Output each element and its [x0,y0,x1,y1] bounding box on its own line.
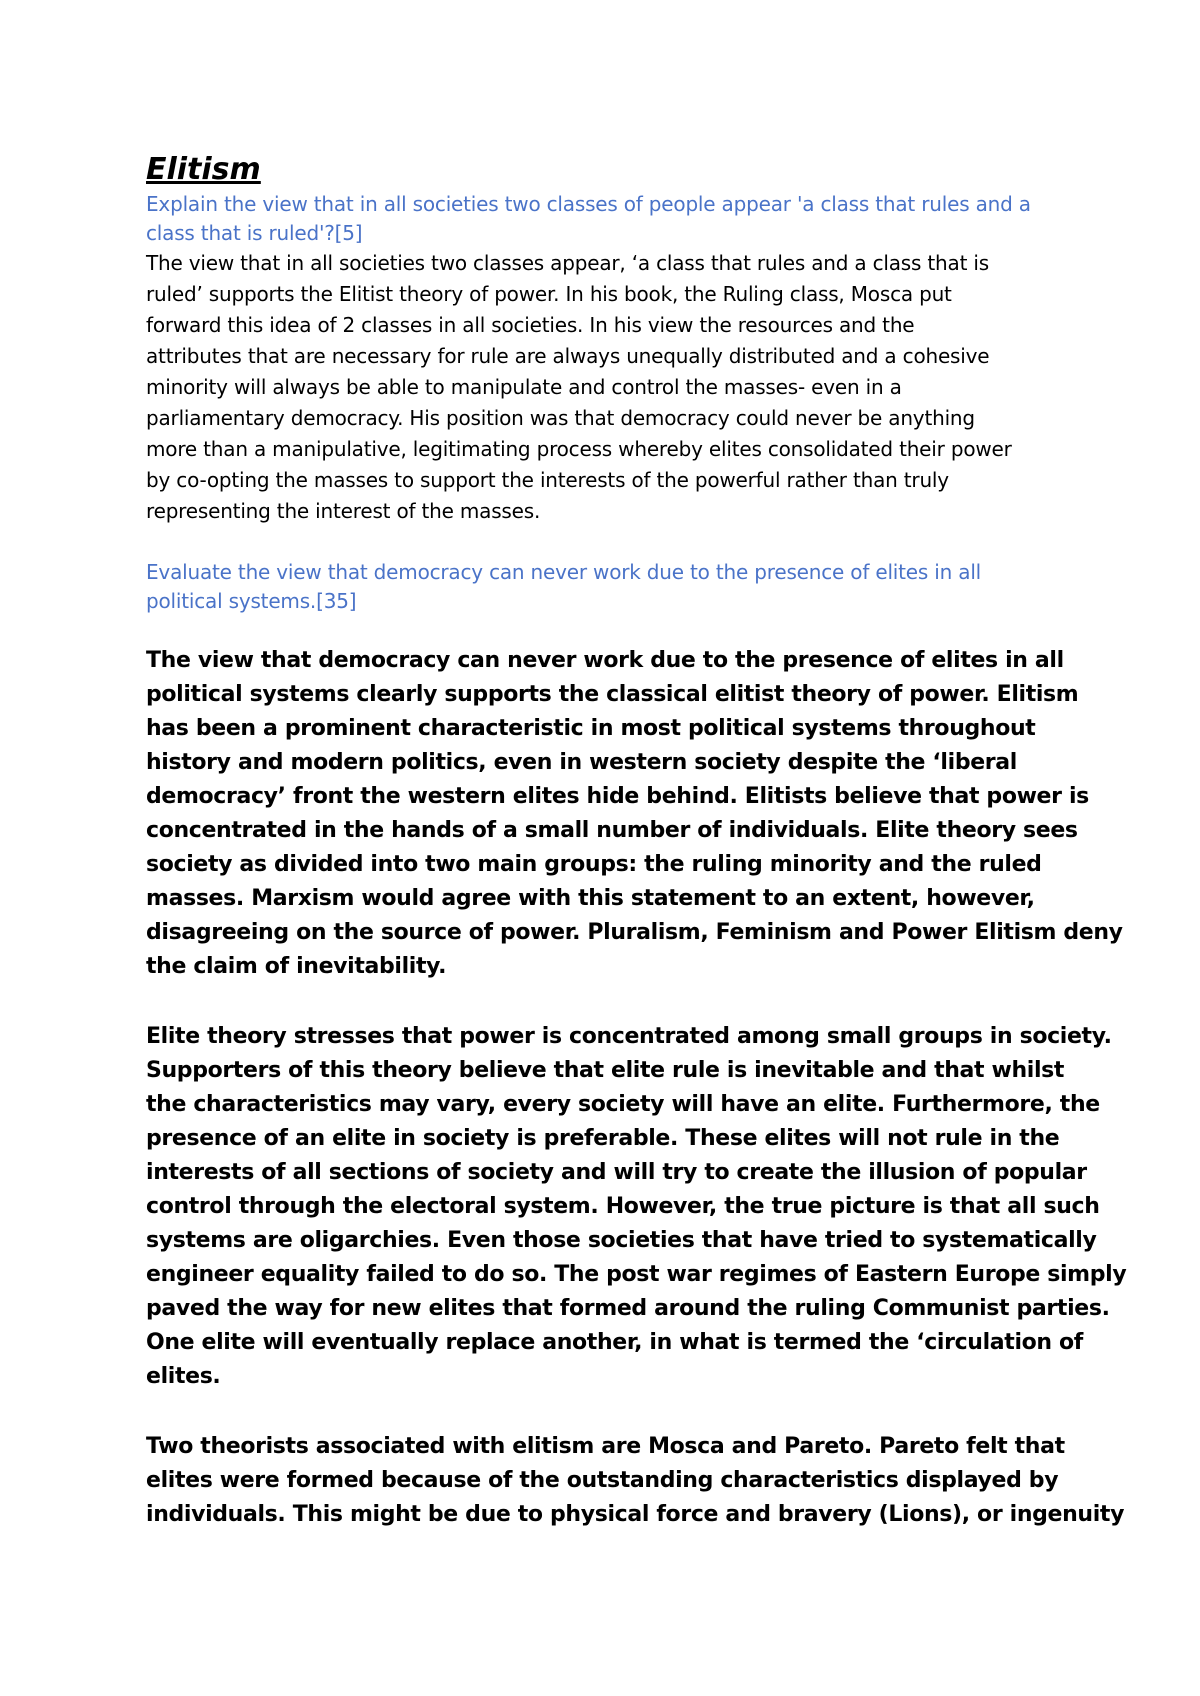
essay-line: presence of an elite in society is preferable. These elites will not rule in the [146,1126,1060,1151]
essay-line: One elite will eventually replace another, in what is termed the ‘circulation of [146,1330,1084,1355]
essay-line: systems are oligarchies. Even those societies that have tried to systematically [146,1228,1097,1253]
essay-line: Elite theory stresses that power is concentrated among small groups in society. [146,1024,1112,1049]
essay-line: the characteristics may vary, every society will have an elite. Furthermore, the [146,1092,1100,1117]
answer-1-line: parliamentary democracy. His position was that democracy could never be anything [146,406,975,430]
answer-1-line: minority will always be able to manipulate and control the masses- even in a [146,375,902,399]
question-2-line: Evaluate the view that democracy can never work due to the presence of elites in all [146,560,982,584]
essay-line: Two theorists associated with elitism are Mosca and Pareto. Pareto felt that [146,1434,1065,1459]
question-2-line: political systems.[35] [146,589,357,613]
answer-1 [146,248,1066,527]
essay-line: elites were formed because of the outstanding characteristics displayed by [146,1468,1059,1493]
paragraph-spacer [146,616,1066,644]
essay-line: The view that democracy can never work due to the presence of elites in all [146,648,1064,673]
essay-line: control through the electoral system. However, the true picture is that all such [146,1194,1100,1219]
paragraph-spacer [146,984,1066,1020]
essay-line: Supporters of this theory believe that elite rule is inevitable and that whilst [146,1058,1065,1083]
paragraph-spacer [146,527,1066,558]
essay-line: has been a prominent characteristic in most political systems throughout [146,716,1036,741]
question-2 [146,558,1066,616]
answer-1-line: more than a manipulative, legitimating process whereby elites consolidated their power [146,437,1012,461]
essay-line: history and modern politics, even in western society despite the ‘liberal [146,750,1017,775]
essay-paragraph-3 [146,1430,1125,1532]
answer-1-line: forward this idea of 2 classes in all societies. In his view the resources and the [146,313,915,337]
answer-1-line: by co-opting the masses to support the interests of the powerful rather than truly [146,468,949,492]
document-title: Elitism [146,152,261,187]
essay-line: paved the way for new elites that formed around the ruling Communist parties. [146,1296,1110,1321]
paragraph-spacer [146,1394,1066,1430]
essay-line: democracy’ front the western elites hide behind. Elitists believe that power is [146,784,1089,809]
answer-1-line: attributes that are necessary for rule are always unequally distributed and a cohesive [146,344,990,368]
essay-line: disagreeing on the source of power. Pluralism, Feminism and Power Elitism deny [146,920,1123,945]
essay-line: society as divided into two main groups: the ruling minority and the ruled [146,852,1042,877]
answer-1-line: representing the interest of the masses. [146,499,541,523]
essay-paragraph-1 [146,644,1123,984]
question-1 [146,190,1066,248]
question-1-line: Explain the view that in all societies two classes of people appear 'a class that rules and a [146,192,1031,216]
essay-paragraph-2 [146,1020,1127,1394]
essay-line: interests of all sections of society and will try to create the illusion of popular [146,1160,1087,1185]
essay-line: engineer equality failed to do so. The post war regimes of Eastern Europe simply [146,1262,1127,1287]
document-page [146,150,1127,1532]
essay-line: political systems clearly supports the classical elitist theory of power. Elitism [146,682,1079,707]
answer-1-line: The view that in all societies two classes appear, ‘a class that rules and a class that is [146,251,989,275]
answer-1-line: ruled’ supports the Elitist theory of power. In his book, the Ruling class, Mosca put [146,282,952,306]
essay-line: elites. [146,1364,221,1389]
essay-line: concentrated in the hands of a small number of individuals. Elite theory sees [146,818,1078,843]
essay-line: masses. Marxism would agree with this statement to an extent, however, [146,886,1035,911]
essay-line: individuals. This might be due to physical force and bravery (Lions), or ingenuity [146,1502,1125,1527]
question-1-line: class that is ruled'?[5] [146,221,363,245]
essay-line: the claim of inevitability. [146,954,447,979]
